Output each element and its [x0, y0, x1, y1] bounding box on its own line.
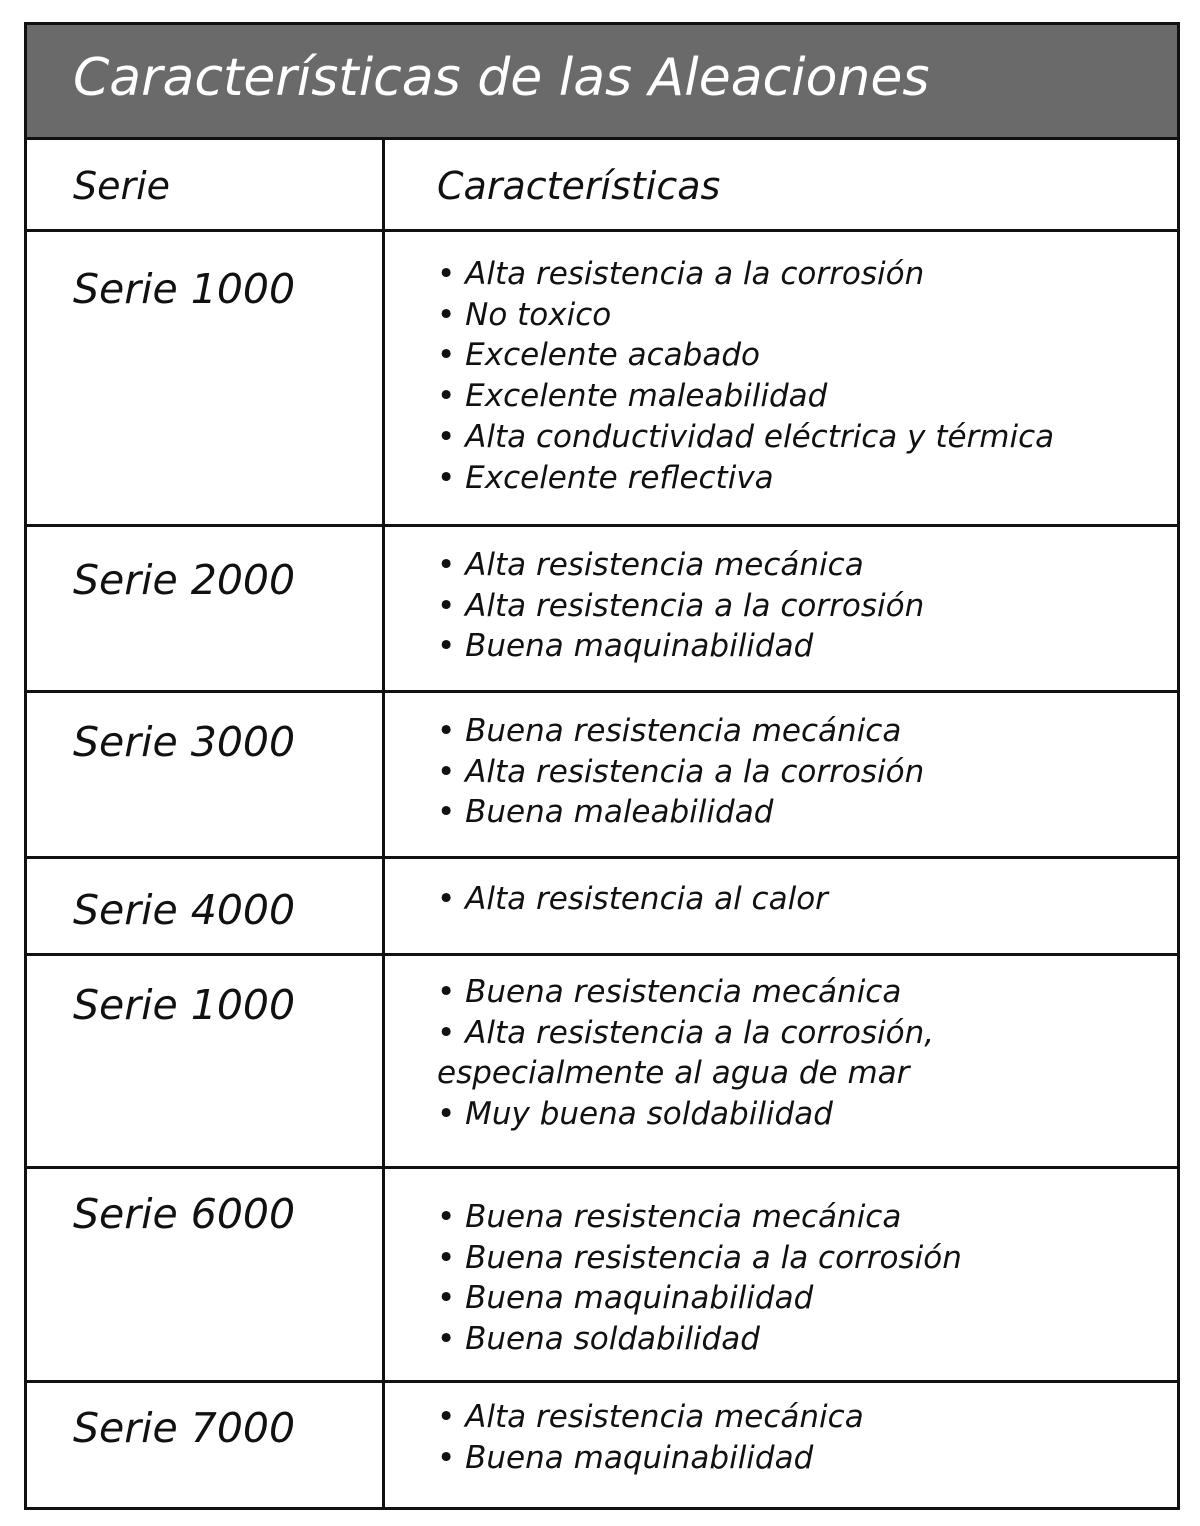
serie-label: Serie 6000: [73, 1190, 296, 1238]
header-row: [27, 140, 1177, 232]
feature-item: • Buena resistencia mecánica: [437, 713, 902, 749]
feature-item: • Buena resistencia mecánica: [437, 974, 902, 1010]
feature-item: • Alta resistencia al calor: [437, 881, 828, 917]
feature-item: • Excelente maleabilidad: [437, 378, 828, 415]
column-divider: [382, 140, 385, 1507]
feature-item: • Buena maquinabilidad: [437, 1280, 814, 1317]
header-caracteristicas: Características: [437, 164, 721, 208]
table-row: [27, 693, 1177, 859]
feature-item: • Muy buena soldabilidad: [437, 1096, 833, 1133]
feature-list: [437, 879, 1177, 920]
feature-list: [437, 545, 1177, 667]
serie-label: Serie 7000: [73, 1404, 296, 1452]
feature-item: • Excelente acabado: [437, 337, 760, 374]
feature-list: [437, 1197, 1177, 1360]
feature-list: [437, 1397, 1177, 1478]
table-row: [27, 232, 1177, 527]
feature-item: • Buena maleabilidad: [437, 794, 774, 831]
feature-item: • Buena maquinabilidad: [437, 1439, 814, 1476]
header-serie: Serie: [73, 164, 171, 208]
feature-item: • Alta resistencia a la corrosión: [437, 587, 925, 624]
table-title: Características de las Aleaciones: [73, 48, 930, 108]
feature-item: • Buena resistencia a la corrosión: [437, 1239, 962, 1276]
feature-list: [437, 972, 1177, 1135]
feature-item: • Alta conductividad eléctrica y térmica: [437, 418, 1055, 455]
feature-item: • Buena maquinabilidad: [437, 628, 814, 665]
table-row: [27, 1169, 1177, 1383]
feature-item: • Alta resistencia mecánica: [437, 1399, 864, 1435]
title-bar: [27, 25, 1177, 140]
serie-label: Serie 3000: [73, 718, 296, 766]
feature-item: • Buena resistencia mecánica: [437, 1199, 902, 1235]
feature-list: [437, 711, 1177, 833]
feature-item: • Alta resistencia a la corrosión: [437, 256, 925, 292]
feature-item: • No toxico: [437, 296, 612, 333]
table-row: [27, 956, 1177, 1169]
table-row: [27, 1383, 1177, 1510]
feature-item: • Alta resistencia a la corrosión: [437, 753, 925, 790]
feature-item: • Alta resistencia mecánica: [437, 547, 864, 583]
serie-label: Serie 4000: [73, 886, 296, 934]
alloy-characteristics-table: [24, 22, 1180, 1510]
serie-label: Serie 1000: [73, 981, 296, 1029]
table-row: [27, 527, 1177, 693]
feature-item: • Buena soldabilidad: [437, 1321, 760, 1358]
table-row: [27, 859, 1177, 956]
serie-label: Serie 2000: [73, 556, 296, 604]
feature-item: • Alta resistencia a la corrosión, especialmente al agua de mar: [437, 1014, 935, 1092]
feature-list: [437, 254, 1177, 498]
serie-label: Serie 1000: [73, 265, 296, 313]
feature-item: • Excelente reflectiva: [437, 459, 774, 496]
